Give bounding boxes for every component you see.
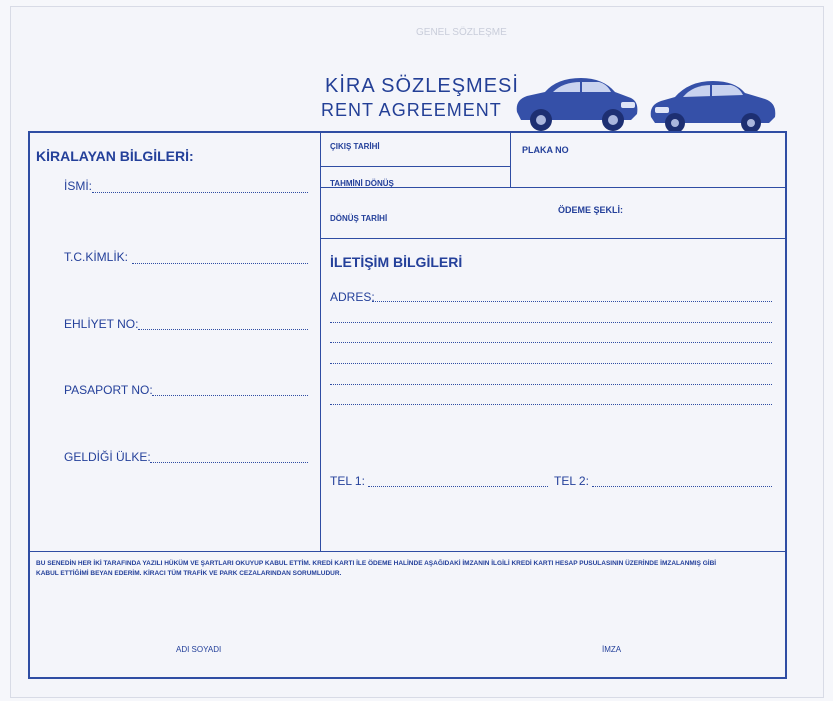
license-no-label: EHLİYET NO: <box>64 317 139 331</box>
name-surname-label: ADI SOYADI <box>176 645 222 654</box>
departure-date-label: ÇIKIŞ TARİHİ <box>330 142 380 151</box>
contact-info-heading: İLETİŞİM BİLGİLERİ <box>330 254 463 270</box>
payment-type-label: ÖDEME ŞEKLİ: <box>558 205 624 215</box>
horizontal-divider <box>320 166 510 167</box>
address-line[interactable] <box>372 301 772 302</box>
return-date-label: DÖNÜŞ TARİHİ <box>330 214 388 223</box>
title-english: RENT AGREEMENT <box>321 100 502 120</box>
address-label: ADRES: <box>330 290 375 304</box>
license-no-field[interactable] <box>138 329 308 330</box>
tel2-label: TEL 2: <box>554 474 589 488</box>
passport-no-label: PASAPORT NO: <box>64 383 153 397</box>
vertical-divider <box>320 133 321 551</box>
title-turkish: KİRA SÖZLEŞMESİ <box>325 75 519 97</box>
address-line[interactable] <box>330 363 772 364</box>
tc-id-field[interactable] <box>132 263 308 264</box>
horizontal-divider <box>320 238 787 239</box>
name-label: İSMİ: <box>64 179 93 193</box>
vertical-divider <box>510 133 511 187</box>
horizontal-divider <box>30 551 787 552</box>
estimated-return-label: TAHMİNİ DÖNÜŞ <box>330 179 394 188</box>
name-field[interactable] <box>92 192 308 193</box>
renter-info-heading: KİRALAYAN BİLGİLERİ: <box>36 148 194 164</box>
tc-id-label: T.C.KİMLİK: <box>64 250 129 264</box>
ghost-heading: GENEL SÖZLEŞME <box>416 27 507 38</box>
car-icon <box>511 72 641 134</box>
plate-no-label: PLAKA NO <box>522 145 569 155</box>
address-line[interactable] <box>330 384 772 385</box>
rental-form <box>28 131 787 679</box>
tel2-field[interactable] <box>592 486 772 487</box>
legal-statement: BU SENEDİN HER İKİ TARAFINDA YAZILI HÜKÜM VE ŞARTLARI OKUYUP KABUL ETTİM. KREDİ KARTI İLE ÖDEME HALİNDE AŞAĞIDAKİ İMZANIN İLGİLİ KREDİ KARTI HESAP PUSULASININ ÜZERİNDE İMZALANMIŞ GİBİ KABUL ETTİĞİMİ BEYAN EDERİM. KİRACI TÜM TRAFİK VE PARK CEZALARINDAN SORUMLUDUR. <box>36 560 717 577</box>
address-line[interactable] <box>330 342 772 343</box>
passport-no-field[interactable] <box>152 395 308 396</box>
country-field[interactable] <box>150 462 308 463</box>
country-label: GELDİĞİ ÜLKE: <box>64 450 151 464</box>
address-line[interactable] <box>330 322 772 323</box>
address-line[interactable] <box>330 404 772 405</box>
tel1-label: TEL 1: <box>330 474 365 488</box>
signature-label: İMZA <box>602 645 622 654</box>
car-icon <box>647 75 779 135</box>
tel1-field[interactable] <box>368 486 548 487</box>
